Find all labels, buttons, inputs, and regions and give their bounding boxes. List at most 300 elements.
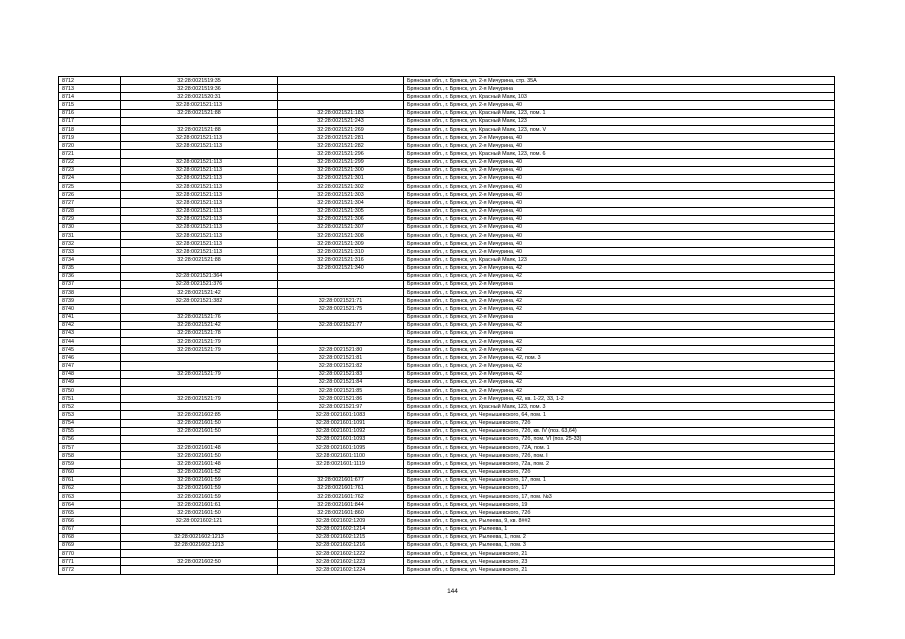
object-number-cell xyxy=(278,329,404,337)
row-number-cell: 8727 xyxy=(59,199,121,207)
table-row xyxy=(59,476,835,484)
row-number-cell: 8755 xyxy=(59,427,121,435)
row-number-cell: 8756 xyxy=(59,435,121,443)
land-plot-number-cell: 32:28:0021521:113 xyxy=(121,207,278,215)
address-cell: Брянская обл., г. Брянск, ул. Чернышевского, 19 xyxy=(404,501,835,509)
address-cell: Брянская обл., г. Брянск, ул. Чернышевского, 72б xyxy=(404,419,835,427)
address-cell: Брянская обл., г. Брянск, ул. Чернышевского, 21 xyxy=(404,566,835,574)
table-row xyxy=(59,338,835,346)
object-number-cell: 32:28:0021521:306 xyxy=(278,215,404,223)
object-number-cell xyxy=(278,272,404,280)
object-number-cell: 32:28:0021521:308 xyxy=(278,231,404,239)
land-plot-number-cell: 32:28:0021602:121 xyxy=(121,517,278,525)
row-number-cell: 8733 xyxy=(59,248,121,256)
address-cell: Брянская обл., г. Брянск, ул. Чернышевского, 72б, пом. VI (поз. 25-33) xyxy=(404,435,835,443)
object-number-cell: 32:28:0021521:305 xyxy=(278,207,404,215)
object-number-cell: 32:28:0021521:85 xyxy=(278,386,404,394)
object-number-cell: 32:28:0021521:77 xyxy=(278,321,404,329)
land-plot-number-cell: 32:28:0021521:113 xyxy=(121,183,278,191)
object-number-cell xyxy=(278,77,404,85)
object-number-cell: 32:28:0021521:80 xyxy=(278,346,404,354)
row-number-cell: 8728 xyxy=(59,207,121,215)
row-number-cell: 8712 xyxy=(59,77,121,85)
table-row xyxy=(59,85,835,93)
object-number-cell: 32:28:0021601:860 xyxy=(278,509,404,517)
address-cell: Брянская обл., г. Брянск, ул. 2-я Мичурина, 40 xyxy=(404,199,835,207)
land-plot-number-cell xyxy=(121,305,278,313)
table-row xyxy=(59,386,835,394)
land-plot-number-cell: 32:28:0021521:76 xyxy=(121,313,278,321)
table-row xyxy=(59,223,835,231)
land-plot-number-cell: 32:28:0021521:113 xyxy=(121,215,278,223)
land-plot-number-cell: 32:28:0021521:113 xyxy=(121,101,278,109)
address-cell: Брянская обл., г. Брянск, ул. 2-я Мичурина, 40 xyxy=(404,248,835,256)
address-cell: Брянская обл., г. Брянск, ул. 2-я Мичурина, 42 xyxy=(404,264,835,272)
object-number-cell: 32:28:0021521:71 xyxy=(278,297,404,305)
table-row xyxy=(59,101,835,109)
row-number-cell: 8762 xyxy=(59,484,121,492)
object-number-cell: 32:28:0021521:299 xyxy=(278,158,404,166)
table-row xyxy=(59,109,835,117)
object-number-cell: 32:28:0021601:1083 xyxy=(278,411,404,419)
address-cell: Брянская обл., г. Брянск, ул. 2-я Мичурина, 40 xyxy=(404,231,835,239)
row-number-cell: 8765 xyxy=(59,509,121,517)
land-plot-number-cell xyxy=(121,566,278,574)
object-number-cell: 32:28:0021601:1092 xyxy=(278,427,404,435)
address-cell: Брянская обл., г. Брянск, ул. 2-я Мичурина, 42 xyxy=(404,272,835,280)
object-number-cell xyxy=(278,338,404,346)
land-plot-number-cell: 32:28:0021601:50 xyxy=(121,452,278,460)
land-plot-number-cell: 32:28:0021521:88 xyxy=(121,125,278,133)
row-number-cell: 8760 xyxy=(59,468,121,476)
address-cell: Брянская обл., г. Брянск, ул. Рылеева, 1 xyxy=(404,525,835,533)
address-cell: Брянская обл., г. Брянск, ул. Чернышевского, 72а, пом. 2 xyxy=(404,460,835,468)
object-number-cell: 32:28:0021521:304 xyxy=(278,199,404,207)
address-cell: Брянская обл., г. Брянск, ул. Чернышевского, 21 xyxy=(404,550,835,558)
table-row xyxy=(59,305,835,313)
land-plot-number-cell: 32:28:0021521:113 xyxy=(121,191,278,199)
row-number-cell: 8741 xyxy=(59,313,121,321)
land-plot-number-cell: 32:28:0021521:113 xyxy=(121,199,278,207)
address-cell: Брянская обл., г. Брянск, ул. 2-я Мичурина, 42 xyxy=(404,297,835,305)
row-number-cell: 8769 xyxy=(59,541,121,549)
land-plot-number-cell xyxy=(121,435,278,443)
table-row xyxy=(59,264,835,272)
object-number-cell: 32:28:0021601:1091 xyxy=(278,419,404,427)
object-number-cell: 32:28:0021521:84 xyxy=(278,378,404,386)
land-plot-number-cell: 32:28:0021601:59 xyxy=(121,484,278,492)
table-row xyxy=(59,289,835,297)
land-plot-number-cell: 32:28:0021602:1213 xyxy=(121,541,278,549)
table-row xyxy=(59,541,835,549)
table-row xyxy=(59,231,835,239)
row-number-cell: 8751 xyxy=(59,395,121,403)
object-number-cell: 32:28:0021521:310 xyxy=(278,248,404,256)
address-cell: Брянская обл., г. Брянск, ул. 2-я Мичурина xyxy=(404,280,835,288)
row-number-cell: 8721 xyxy=(59,150,121,158)
row-number-cell: 8746 xyxy=(59,354,121,362)
object-number-cell: 32:28:0021601:677 xyxy=(278,476,404,484)
table-row xyxy=(59,329,835,337)
address-cell: Брянская обл., г. Брянск, ул. 2-я Мичурина, 40 xyxy=(404,215,835,223)
land-plot-number-cell: 32:28:0021601:48 xyxy=(121,460,278,468)
address-cell: Брянская обл., г. Брянск, ул. Красный Маяк, 123 xyxy=(404,117,835,125)
table-row xyxy=(59,452,835,460)
land-plot-number-cell: 32:28:0021521:113 xyxy=(121,166,278,174)
object-number-cell: 32:28:0021601:1093 xyxy=(278,435,404,443)
row-number-cell: 8752 xyxy=(59,403,121,411)
row-number-cell: 8759 xyxy=(59,460,121,468)
land-plot-number-cell xyxy=(121,525,278,533)
land-plot-number-cell: 32:28:0021521:42 xyxy=(121,321,278,329)
row-number-cell: 8772 xyxy=(59,566,121,574)
object-number-cell xyxy=(278,101,404,109)
row-number-cell: 8750 xyxy=(59,386,121,394)
object-number-cell: 32:28:0021602:1215 xyxy=(278,533,404,541)
land-plot-number-cell: 32:28:0021521:113 xyxy=(121,174,278,182)
object-number-cell xyxy=(278,85,404,93)
table-row xyxy=(59,533,835,541)
row-number-cell: 8725 xyxy=(59,183,121,191)
address-cell: Брянская обл., г. Брянск, ул. 2-я Мичурина, 42 xyxy=(404,378,835,386)
land-plot-number-cell: 32:28:0021521:79 xyxy=(121,338,278,346)
row-number-cell: 8768 xyxy=(59,533,121,541)
table-row xyxy=(59,174,835,182)
table-row xyxy=(59,297,835,305)
land-plot-number-cell: 32:28:0021601:59 xyxy=(121,492,278,500)
table-row xyxy=(59,517,835,525)
table-row xyxy=(59,321,835,329)
address-cell: Брянская обл., г. Брянск, ул. 2-я Мичурина, 40 xyxy=(404,191,835,199)
row-number-cell: 8715 xyxy=(59,101,121,109)
address-cell: Брянская обл., г. Брянск, ул. 2-я Мичурина, 40 xyxy=(404,166,835,174)
table-row xyxy=(59,411,835,419)
land-plot-number-cell: 32:28:0021601:50 xyxy=(121,509,278,517)
table-row xyxy=(59,460,835,468)
row-number-cell: 8738 xyxy=(59,289,121,297)
row-number-cell: 8739 xyxy=(59,297,121,305)
object-number-cell: 32:28:0021521:309 xyxy=(278,240,404,248)
address-cell: Брянская обл., г. Брянск, ул. Красный Маяк, 123, пом. 1 xyxy=(404,109,835,117)
address-cell: Брянская обл., г. Брянск, ул. Чернышевского, 17, пом. №3 xyxy=(404,492,835,500)
land-plot-number-cell: 32:28:0021601:59 xyxy=(121,476,278,484)
land-plot-number-cell: 32:28:0021602:50 xyxy=(121,558,278,566)
row-number-cell: 8730 xyxy=(59,223,121,231)
row-number-cell: 8747 xyxy=(59,362,121,370)
table-row xyxy=(59,207,835,215)
row-number-cell: 8748 xyxy=(59,370,121,378)
land-plot-number-cell xyxy=(121,264,278,272)
table-row xyxy=(59,346,835,354)
object-number-cell: 32:28:0021602:1214 xyxy=(278,525,404,533)
land-plot-number-cell: 32:28:0021521:79 xyxy=(121,395,278,403)
land-plot-number-cell: 32:28:0021601:52 xyxy=(121,468,278,476)
address-cell: Брянская обл., г. Брянск, ул. Красный Маяк, 123 xyxy=(404,256,835,264)
object-number-cell: 32:28:0021521:75 xyxy=(278,305,404,313)
table-row xyxy=(59,199,835,207)
address-cell: Брянская обл., г. Брянск, ул. Красный Маяк, 123, пом. V xyxy=(404,125,835,133)
row-number-cell: 8744 xyxy=(59,338,121,346)
object-number-cell: 32:28:0021602:1224 xyxy=(278,566,404,574)
table-row xyxy=(59,142,835,150)
row-number-cell: 8714 xyxy=(59,93,121,101)
table-row xyxy=(59,166,835,174)
table-row xyxy=(59,395,835,403)
land-plot-number-cell: 32:28:0021521:364 xyxy=(121,272,278,280)
object-number-cell: 32:28:0021601:1095 xyxy=(278,444,404,452)
land-plot-number-cell: 32:28:0021521:113 xyxy=(121,142,278,150)
table-row xyxy=(59,256,835,264)
address-cell: Брянская обл., г. Брянск, ул. 2-я Мичурина, 40 xyxy=(404,134,835,142)
page-number: 144 xyxy=(447,588,458,595)
table-row xyxy=(59,150,835,158)
row-number-cell: 8766 xyxy=(59,517,121,525)
land-plot-number-cell xyxy=(121,386,278,394)
table-row xyxy=(59,77,835,85)
object-number-cell: 32:28:0021521:282 xyxy=(278,142,404,150)
address-cell: Брянская обл., г. Брянск, ул. Чернышевского, 17 xyxy=(404,484,835,492)
object-number-cell: 32:28:0021521:97 xyxy=(278,403,404,411)
object-number-cell xyxy=(278,93,404,101)
table-row xyxy=(59,215,835,223)
address-cell: Брянская обл., г. Брянск, ул. Чернышевского, 72б xyxy=(404,509,835,517)
row-number-cell: 8767 xyxy=(59,525,121,533)
row-number-cell: 8761 xyxy=(59,476,121,484)
object-number-cell: 32:28:0021601:1119 xyxy=(278,460,404,468)
object-number-cell: 32:28:0021521:302 xyxy=(278,183,404,191)
object-number-cell: 32:28:0021521:303 xyxy=(278,191,404,199)
address-cell: Брянская обл., г. Брянск, ул. 2-я Мичурина, 40 xyxy=(404,158,835,166)
land-plot-number-cell: 32:28:0021602:85 xyxy=(121,411,278,419)
address-cell: Брянская обл., г. Брянск, ул. 2-я Мичурина, 40 xyxy=(404,101,835,109)
table-row xyxy=(59,117,835,125)
cadastral-table xyxy=(58,76,835,575)
address-cell: Брянская обл., г. Брянск, ул. Рылеева, 1, пом. 3 xyxy=(404,541,835,549)
land-plot-number-cell: 32:28:0021521:382 xyxy=(121,297,278,305)
row-number-cell: 8720 xyxy=(59,142,121,150)
address-cell: Брянская обл., г. Брянск, ул. 2-я Мичурина, стр. 35А xyxy=(404,77,835,85)
land-plot-number-cell xyxy=(121,362,278,370)
object-number-cell: 32:28:0021601:1100 xyxy=(278,452,404,460)
land-plot-number-cell: 32:28:0021521:42 xyxy=(121,289,278,297)
row-number-cell: 8724 xyxy=(59,174,121,182)
address-cell: Брянская обл., г. Брянск, ул. Чернышевского, 72А, пом. 1 xyxy=(404,444,835,452)
table-row xyxy=(59,427,835,435)
land-plot-number-cell: 32:28:0021521:113 xyxy=(121,223,278,231)
table-row xyxy=(59,240,835,248)
address-cell: Брянская обл., г. Брянск, ул. Чернышевского, 72б xyxy=(404,468,835,476)
table-row xyxy=(59,525,835,533)
address-cell: Брянская обл., г. Брянск, ул. Рылеева, 1, пом. 2 xyxy=(404,533,835,541)
row-number-cell: 8764 xyxy=(59,501,121,509)
row-number-cell: 8754 xyxy=(59,419,121,427)
table-row xyxy=(59,566,835,574)
address-cell: Брянская обл., г. Брянск, ул. 2-я Мичурина, 42 xyxy=(404,346,835,354)
land-plot-number-cell: 32:28:0021521:113 xyxy=(121,134,278,142)
land-plot-number-cell: 32:28:0021521:88 xyxy=(121,256,278,264)
table-row xyxy=(59,419,835,427)
table-row xyxy=(59,444,835,452)
row-number-cell: 8771 xyxy=(59,558,121,566)
address-cell: Брянская обл., г. Брянск, ул. 2-я Мичурина, 42 xyxy=(404,338,835,346)
address-cell: Брянская обл., г. Брянск, ул. 2-я Мичурина xyxy=(404,329,835,337)
table-row xyxy=(59,313,835,321)
address-cell: Брянская обл., г. Брянск, ул. 2-я Мичурина, 40 xyxy=(404,207,835,215)
row-number-cell: 8716 xyxy=(59,109,121,117)
row-number-cell: 8749 xyxy=(59,378,121,386)
address-cell: Брянская обл., г. Брянск, ул. 2-я Мичурина, 40 xyxy=(404,142,835,150)
row-number-cell: 8713 xyxy=(59,85,121,93)
object-number-cell xyxy=(278,289,404,297)
table-row xyxy=(59,354,835,362)
table-row xyxy=(59,492,835,500)
address-cell: Брянская обл., г. Брянск, ул. Рылеева, 9, кв. 8##2 xyxy=(404,517,835,525)
address-cell: Брянская обл., г. Брянск, ул. Красный Маяк, 123, пом. 3 xyxy=(404,403,835,411)
address-cell: Брянская обл., г. Брянск, ул. 2-я Мичурина, 42 xyxy=(404,386,835,394)
table-row xyxy=(59,468,835,476)
row-number-cell: 8758 xyxy=(59,452,121,460)
table-row xyxy=(59,550,835,558)
table-row xyxy=(59,93,835,101)
row-number-cell: 8731 xyxy=(59,231,121,239)
object-number-cell: 32:28:0021521:300 xyxy=(278,166,404,174)
row-number-cell: 8757 xyxy=(59,444,121,452)
address-cell: Брянская обл., г. Брянск, ул. 2-я Мичурина xyxy=(404,313,835,321)
cadastral-table-body xyxy=(59,77,835,575)
row-number-cell: 8763 xyxy=(59,492,121,500)
table-row xyxy=(59,272,835,280)
row-number-cell: 8729 xyxy=(59,215,121,223)
object-number-cell: 32:28:0021602:1222 xyxy=(278,550,404,558)
table-row xyxy=(59,183,835,191)
row-number-cell: 8745 xyxy=(59,346,121,354)
land-plot-number-cell: 32:28:0021520:31 xyxy=(121,93,278,101)
table-row xyxy=(59,248,835,256)
table-row xyxy=(59,158,835,166)
address-cell: Брянская обл., г. Брянск, ул. 2-я Мичурина xyxy=(404,85,835,93)
address-cell: Брянская обл., г. Брянск, ул. Красный Маяк, 103 xyxy=(404,93,835,101)
row-number-cell: 8723 xyxy=(59,166,121,174)
table-row xyxy=(59,509,835,517)
table-row xyxy=(59,501,835,509)
object-number-cell: 32:28:0021521:82 xyxy=(278,362,404,370)
object-number-cell xyxy=(278,313,404,321)
object-number-cell: 32:28:0021521:301 xyxy=(278,174,404,182)
object-number-cell: 32:28:0021521:183 xyxy=(278,109,404,117)
table-row xyxy=(59,280,835,288)
address-cell: Брянская обл., г. Брянск, ул. 2-я Мичурина, 42, кв. 1-22, 33, 1-2 xyxy=(404,395,835,403)
row-number-cell: 8743 xyxy=(59,329,121,337)
object-number-cell: 32:28:0021521:86 xyxy=(278,395,404,403)
row-number-cell: 8719 xyxy=(59,134,121,142)
land-plot-number-cell: 32:28:0021521:113 xyxy=(121,248,278,256)
table-row xyxy=(59,125,835,133)
address-cell: Брянская обл., г. Брянск, ул. 2-я Мичурина, 42 xyxy=(404,370,835,378)
row-number-cell: 8770 xyxy=(59,550,121,558)
object-number-cell: 32:28:0021521:316 xyxy=(278,256,404,264)
land-plot-number-cell: 32:28:0021519:35 xyxy=(121,77,278,85)
land-plot-number-cell: 32:28:0021521:78 xyxy=(121,329,278,337)
table-row xyxy=(59,378,835,386)
land-plot-number-cell: 32:28:0021521:376 xyxy=(121,280,278,288)
land-plot-number-cell: 32:28:0021601:48 xyxy=(121,444,278,452)
address-cell: Брянская обл., г. Брянск, ул. Чернышевского, 64, пом. 1 xyxy=(404,411,835,419)
row-number-cell: 8726 xyxy=(59,191,121,199)
row-number-cell: 8735 xyxy=(59,264,121,272)
land-plot-number-cell: 32:28:0021519:36 xyxy=(121,85,278,93)
object-number-cell: 32:28:0021521:81 xyxy=(278,354,404,362)
address-cell: Брянская обл., г. Брянск, ул. 2-я Мичурина, 40 xyxy=(404,183,835,191)
address-cell: Брянская обл., г. Брянск, ул. 2-я Мичурина, 42, пом. 3 xyxy=(404,354,835,362)
row-number-cell: 8717 xyxy=(59,117,121,125)
object-number-cell: 32:28:0021602:1216 xyxy=(278,541,404,549)
address-cell: Брянская обл., г. Брянск, ул. 2-я Мичурина, 40 xyxy=(404,240,835,248)
table-row xyxy=(59,484,835,492)
table-row xyxy=(59,191,835,199)
row-number-cell: 8722 xyxy=(59,158,121,166)
object-number-cell: 32:28:0021521:281 xyxy=(278,134,404,142)
land-plot-number-cell: 32:28:0021601:61 xyxy=(121,501,278,509)
object-number-cell: 32:28:0021521:83 xyxy=(278,370,404,378)
table-row xyxy=(59,362,835,370)
land-plot-number-cell xyxy=(121,403,278,411)
row-number-cell: 8718 xyxy=(59,125,121,133)
address-cell: Брянская обл., г. Брянск, ул. Чернышевского, 17, пом. 1 xyxy=(404,476,835,484)
object-number-cell: 32:28:0021521:269 xyxy=(278,125,404,133)
object-number-cell: 32:28:0021602:1209 xyxy=(278,517,404,525)
object-number-cell: 32:28:0021521:340 xyxy=(278,264,404,272)
land-plot-number-cell xyxy=(121,150,278,158)
object-number-cell xyxy=(278,280,404,288)
row-number-cell: 8732 xyxy=(59,240,121,248)
address-cell: Брянская обл., г. Брянск, ул. Красный Маяк, 123, пом. 6 xyxy=(404,150,835,158)
row-number-cell: 8737 xyxy=(59,280,121,288)
address-cell: Брянская обл., г. Брянск, ул. Чернышевского, 72б, кв. IV (поз. 63,64) xyxy=(404,427,835,435)
land-plot-number-cell xyxy=(121,378,278,386)
land-plot-number-cell: 32:28:0021521:113 xyxy=(121,240,278,248)
land-plot-number-cell: 32:28:0021601:50 xyxy=(121,419,278,427)
table-row xyxy=(59,558,835,566)
table-row xyxy=(59,435,835,443)
address-cell: Брянская обл., г. Брянск, ул. 2-я Мичурина, 42 xyxy=(404,321,835,329)
row-number-cell: 8736 xyxy=(59,272,121,280)
land-plot-number-cell: 32:28:0021521:79 xyxy=(121,370,278,378)
address-cell: Брянская обл., г. Брянск, ул. 2-я Мичурина, 42 xyxy=(404,362,835,370)
object-number-cell: 32:28:0021601:762 xyxy=(278,492,404,500)
object-number-cell xyxy=(278,468,404,476)
address-cell: Брянская обл., г. Брянск, ул. 2-я Мичурина, 42 xyxy=(404,305,835,313)
land-plot-number-cell: 32:28:0021602:1213 xyxy=(121,533,278,541)
land-plot-number-cell: 32:28:0021521:88 xyxy=(121,109,278,117)
object-number-cell: 32:28:0021521:307 xyxy=(278,223,404,231)
row-number-cell: 8753 xyxy=(59,411,121,419)
land-plot-number-cell xyxy=(121,117,278,125)
table-row xyxy=(59,370,835,378)
table-row xyxy=(59,134,835,142)
row-number-cell: 8742 xyxy=(59,321,121,329)
address-cell: Брянская обл., г. Брянск, ул. 2-я Мичурина, 40 xyxy=(404,174,835,182)
land-plot-number-cell: 32:28:0021521:113 xyxy=(121,158,278,166)
object-number-cell: 32:28:0021602:1223 xyxy=(278,558,404,566)
land-plot-number-cell: 32:28:0021521:113 xyxy=(121,231,278,239)
land-plot-number-cell: 32:28:0021601:50 xyxy=(121,427,278,435)
object-number-cell: 32:28:0021521:296 xyxy=(278,150,404,158)
address-cell: Брянская обл., г. Брянск, ул. Чернышевского, 23 xyxy=(404,558,835,566)
address-cell: Брянская обл., г. Брянск, ул. Чернышевского, 72б, пом. I xyxy=(404,452,835,460)
land-plot-number-cell: 32:28:0021521:79 xyxy=(121,346,278,354)
land-plot-number-cell xyxy=(121,354,278,362)
row-number-cell: 8734 xyxy=(59,256,121,264)
